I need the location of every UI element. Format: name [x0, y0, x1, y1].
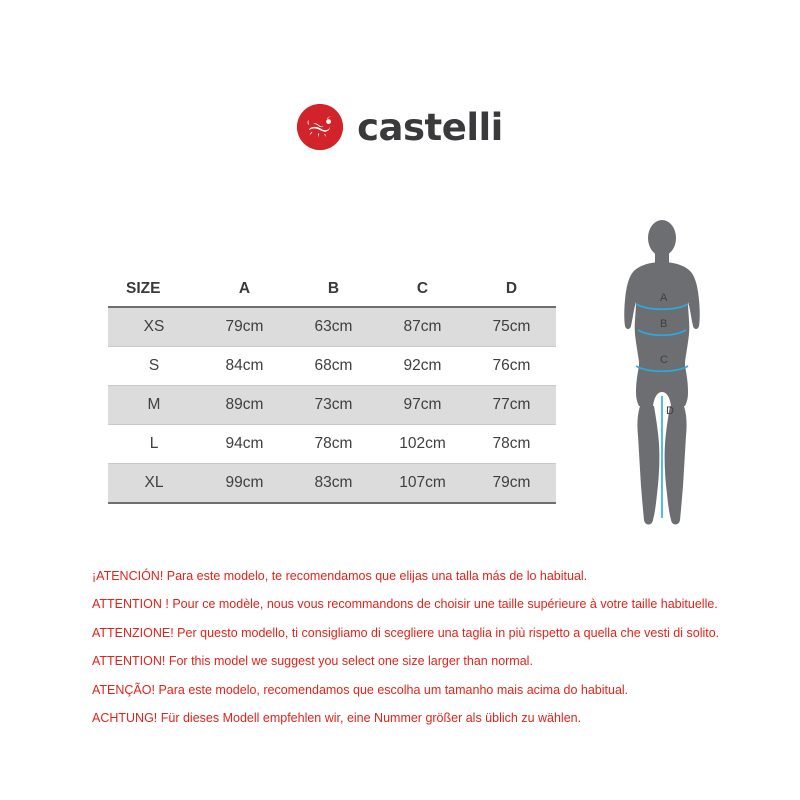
cell-c: 107cm: [399, 474, 446, 491]
cell-size: L: [149, 435, 159, 452]
column-header-c: C: [378, 272, 467, 307]
figure-label-a: A: [660, 292, 668, 304]
note-fr: ATTENTION ! Pour ce modèle, nous vous recommandons de choisir une taille supérieure à votre taille habituelle.: [92, 597, 718, 612]
table-header-row: [108, 272, 556, 307]
figure-label-c: C: [660, 354, 668, 366]
cell-d: 77cm: [492, 396, 531, 413]
cell-d: 79cm: [492, 474, 531, 491]
attention-notes: [92, 568, 752, 738]
column-header-size: SIZE: [108, 272, 200, 307]
cell-a: 94cm: [225, 435, 264, 452]
figure-label-b: B: [660, 318, 668, 330]
table-row: [108, 425, 556, 464]
size-table-container: [108, 272, 556, 504]
cell-size: XS: [143, 318, 165, 335]
cell-d: 78cm: [492, 435, 531, 452]
figure-label-d: D: [666, 405, 674, 417]
column-header-d: D: [467, 272, 556, 307]
brand-name: castelli: [357, 105, 503, 149]
table-row: [108, 464, 556, 504]
note-it: ATTENZIONE! Per questo modello, ti consigliamo di scegliere una taglia in più rispetto a quella che vesti di solito.: [92, 625, 720, 640]
note-de: ACHTUNG! Für dieses Modell empfehlen wir, eine Nummer größer als üblich zu wählen.: [92, 710, 582, 725]
cell-a: 89cm: [225, 396, 264, 413]
cell-size: S: [148, 357, 160, 374]
cell-c: 87cm: [403, 318, 442, 335]
column-header-a: A: [200, 272, 289, 307]
table-row: [108, 386, 556, 425]
column-header-b: B: [289, 272, 378, 307]
cell-b: 78cm: [314, 435, 353, 452]
table-row: [108, 307, 556, 347]
cell-c: 92cm: [403, 357, 442, 374]
note-pt: ATENÇÃO! Para este modelo, recomendamos que escolha um tamanho mais acima do habitual.: [92, 682, 629, 697]
cell-b: 83cm: [314, 474, 353, 491]
cell-b: 63cm: [314, 318, 353, 335]
cell-size: M: [147, 396, 161, 413]
table-row: [108, 347, 556, 386]
castelli-scorpion-logo-icon: [297, 104, 343, 150]
cell-a: 79cm: [225, 318, 264, 335]
size-table-body: [108, 307, 556, 503]
size-table-header: [108, 272, 556, 307]
cell-d: 75cm: [492, 318, 531, 335]
size-table: [108, 272, 556, 504]
cell-c: 102cm: [399, 435, 446, 452]
brand-header: [0, 104, 800, 150]
cell-c: 97cm: [403, 396, 442, 413]
note-en: ATTENTION! For this model we suggest you select one size larger than normal.: [92, 654, 533, 669]
cell-a: 84cm: [225, 357, 264, 374]
cell-d: 76cm: [492, 357, 531, 374]
female-body-measurement-diagram-icon: [592, 218, 732, 548]
cell-size: XL: [144, 474, 164, 491]
cell-a: 99cm: [225, 474, 264, 491]
note-es: ¡ATENCIÓN! Para este modelo, te recomendamos que elijas una talla más de lo habitual.: [92, 569, 588, 583]
cell-b: 68cm: [314, 357, 353, 374]
cell-b: 73cm: [314, 396, 353, 413]
